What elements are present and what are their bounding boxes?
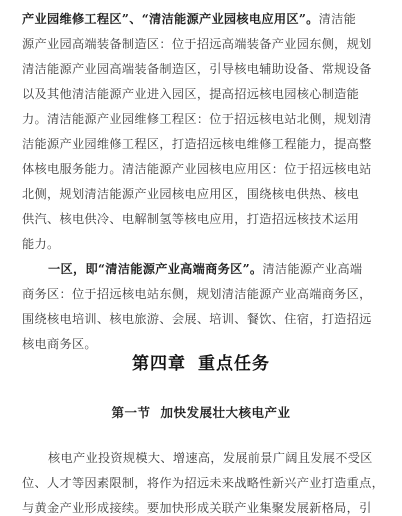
section-title: 加快发展壮大核电产业 (160, 405, 291, 420)
text-run: 能力。 (22, 237, 60, 251)
text-line (22, 12, 356, 26)
text-run: 核电产业投资规模大、增速高，发展前景广阔且发展不受区 (48, 451, 373, 465)
text-run: 商务区：位于招远核电站东侧，规划清洁能源产业高端商务区， (22, 287, 372, 301)
text-line (22, 112, 372, 126)
section-number: 第一节 (111, 405, 151, 420)
text-run: 体核电服务能力。清洁能源产业园核电应用区：位于招远核电站 (22, 162, 372, 176)
text-line (22, 162, 372, 176)
text-run: 清洁能源产业高端 (262, 262, 363, 276)
text-line (22, 476, 384, 490)
bold-text-run: 一区，即“清洁能源产业高端商务区”。 (48, 262, 263, 276)
text-run: 北侧，规划清洁能源产业园核电应用区，围绕核电供热、核电 (22, 187, 360, 201)
chapter-number: 第四章 (132, 354, 186, 374)
text-run: 力。清洁能源产业园维修工程区：位于招远核电站北侧，规划清 (22, 112, 372, 126)
text-line (22, 187, 359, 201)
text-run: 以及其他清洁能源产业进入园区，提高招远核电园核心制造能 (22, 87, 360, 101)
chapter-title: 重点任务 (198, 354, 270, 374)
text-run: 与黄金产业形成接续。要加快形成关联产业集聚发展新格局，引 (22, 501, 372, 515)
text-run: 围绕核电培训、核电旅游、会展、培训、餐饮、住宿，打造招远 (22, 312, 372, 326)
text-run: 核电商务区。 (22, 337, 97, 351)
text-line (22, 37, 372, 51)
chapter-heading (0, 349, 402, 374)
text-line (22, 501, 372, 515)
text-run: 供汽、核电供冷、电解制氢等核电应用，打造招远核技术运用 (22, 212, 360, 226)
text-line (22, 237, 59, 251)
text-line (48, 262, 362, 276)
text-line (22, 137, 372, 151)
text-line (22, 312, 372, 326)
text-line (22, 212, 359, 226)
text-run: 洁能源产业园维修工程区，打造招远核电维修工程能力，提高整 (22, 137, 372, 151)
text-line (22, 87, 359, 101)
bold-text-run: 产业园维修工程区”、“清洁能源产业园核电应用区”。 (22, 12, 319, 26)
text-line (22, 287, 372, 301)
text-run: 位、人才等因素限制，将作为招远未来战略性新兴产业打造重点， (22, 476, 385, 490)
text-run: 清洁能源产业园高端装备制造区，引导核电辅助设备、常规设备 (22, 62, 372, 76)
text-run: 源产业园高端装备制造区：位于招远高端装备产业园东侧，规划 (22, 37, 372, 51)
section-heading (0, 403, 402, 421)
text-line (48, 451, 373, 465)
text-run: 清洁能 (318, 12, 357, 26)
text-line (22, 62, 372, 76)
